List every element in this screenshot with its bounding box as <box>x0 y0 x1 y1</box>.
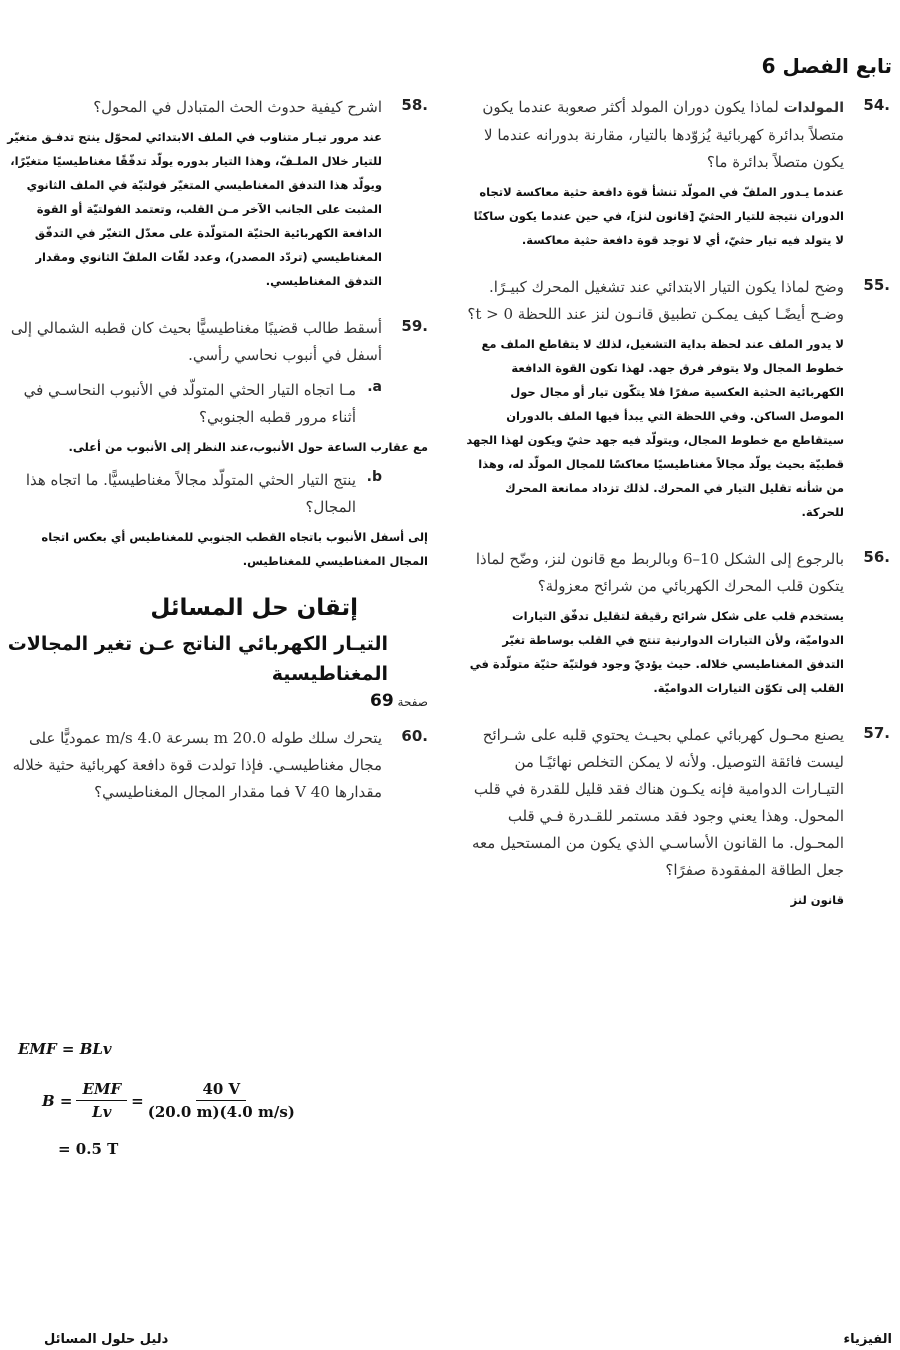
subquestion-text: مـا اتجاه التيار الحثي المتولّد في الأنبوب النحاسـي في أثناء مرور قطبه الجنوبي؟ <box>23 381 356 426</box>
answer-text: قانون لنز <box>790 893 844 907</box>
page-reference-number: 69 <box>370 691 394 711</box>
equals-sign: = <box>131 1091 144 1110</box>
equation-b-lhs: B = <box>42 1091 73 1110</box>
question-number: .56 <box>863 548 890 566</box>
equation-emf: EMF = BLv <box>18 1040 112 1058</box>
answer-text: يستخدم قلب على شكل شرائح رقيقة لتقليل تدفّق التيارات الدواميّة، ولأن التيارات الدوارنية تنتج في القلب بوساطة تغيّر التدفق المغناطيسي خلاله. حيث يؤديّ وجود فولتيّة حثيّة متولّدة في القلب إلى تكوّن التيارات الدواميّة. <box>469 609 844 695</box>
question-lead: المولدات <box>783 100 844 116</box>
left-column <box>0 94 428 828</box>
question-number: .55 <box>863 276 890 294</box>
equation-b <box>42 1080 299 1121</box>
subquestion-text: ينتج التيار الحثي المتولّد مجالاً مغناطيسيًّا. ما اتجاه هذا المجال؟ <box>25 471 356 516</box>
subquestion-label: b. <box>366 469 382 485</box>
question-56 <box>462 546 890 700</box>
answer-text: لا يدور الملف عند لحظة بداية التشغيل، لذلك لا يتقاطع الملف مع خطوط المجال ولا يتوفر فرق جهد. لهذا تكون القوة الدافعة الكهربائية الحثية العكسية صفرًا فلا يتكّون تيار أو مجال حول الموصل الساكن. وفي اللحظة التي يبدأ فيها الملف بالدوران سيتقاطع مع خطوط المجال، ويتولّد فيه جهد حثيّ ويكون لهذا الجهد قطبيّة بحيث يولّد مجالاً مغناطيسيًا معاكسًا للمجال المولّد له، وهذا من شأنه تقليل التيار في المحرك. لذلك تزداد ممانعة المحرك للحركة. <box>466 337 844 519</box>
question-57 <box>462 722 890 912</box>
question-text: يتحرك سلك طوله 20.0 m بسرعة 4.0 m/s عموديًّا على مجال مغناطيسـي. فإذا تولدت قوة دافعة كهربائية حثية خلاله مقدارها 40 V فما مقدار المجال المغناطيسي؟ <box>12 729 382 801</box>
question-text <box>462 94 844 176</box>
answer-text: إلى أسفل الأنبوب باتجاه القطب الجنوبي للمغناطيس أي بعكس اتجاه المجال المغناطيسي للمغناطيس. <box>41 530 428 568</box>
section-subtitle: التيـار الكهربائي الناتج عـن تغير المجالات المغناطيسية <box>7 633 388 685</box>
question-number: .54 <box>863 96 890 114</box>
chapter-header: تابع الفصل 6 <box>761 54 892 78</box>
answer-text: عندما يـدور الملفّ في المولّد تنشأ قوة دافعة حثية معاكسة لاتجاه الدوران نتيجة للتيار الحثيّ [قانون لنز]، في حين عندما يكون ساكنًا لا يتولد فيه تيار حثيّ، أي لا توجد قوة دافعة حثية معاكسة. <box>473 185 844 247</box>
question-58 <box>0 94 428 293</box>
right-column <box>462 94 890 934</box>
subquestion-b <box>0 467 382 521</box>
subquestion-label: a. <box>367 379 382 395</box>
question-55 <box>462 274 890 524</box>
question-54 <box>462 94 890 252</box>
answer-text: عند مرور تيـار متناوب في الملف الابتدائي لمحوّل ينتج تدفـق متغيّر للتيار خلال الملـفّ، وهذا التيار بدوره يولّد تدفّقًا مغناطيسيًا متغيّرًا، ويولّد هذا التدفق المغناطيسي المتغيّر فولتيّة في الملف الثانوي المثبت على الجانب الآخر مـن القلب، وتعتمد الفولتيّة أو القوة الدافعة الكهربائية الحثيّة المتولّدة على معدّل التغيّر في التدفّق المغناطيسي (تردّد المصدر)، وعدد لفّات الملفّ الثانوي ومقدار التدفق المغناطيسي. <box>7 130 382 288</box>
subquestion-a <box>0 377 382 431</box>
question-number: .60 <box>401 727 428 745</box>
question-59 <box>0 315 428 573</box>
fraction-numerator: 40 V <box>196 1080 246 1101</box>
page-reference-label: صفحة <box>397 695 428 709</box>
question-number: .57 <box>863 724 890 742</box>
fraction-denominator: (20.0 m)(4.0 m/s) <box>147 1103 295 1121</box>
section-title: إتقان حل المسائل <box>150 595 358 621</box>
fraction-values <box>148 1080 295 1121</box>
question-number: .59 <box>401 317 428 335</box>
footer-guide: دليل حلول المسائل <box>44 1332 169 1347</box>
fraction-numerator: EMF <box>76 1080 127 1101</box>
question-text: أسقط طالب قضيبًا مغناطيسيًّا بحيث كان قطبه الشمالي إلى أسفل في أنبوب نحاسي رأسي. <box>10 319 382 364</box>
answer-text: مع عقارب الساعة حول الأنبوب،عند النظر إلى الأنبوب من أعلى. <box>68 440 428 454</box>
fraction-denominator: Lv <box>92 1103 112 1121</box>
question-text: بالرجوع إلى الشكل 10–6 وبالربط مع قانون لنز، وضّح لماذا يتكون قلب المحرك الكهربائي من شرائح معزولة؟ <box>475 550 844 595</box>
equation-result: = 0.5 T <box>58 1140 119 1158</box>
question-60 <box>0 725 428 806</box>
question-text: اشرح كيفية حدوث الحث المتبادل في المحول؟ <box>93 98 382 116</box>
page-reference <box>0 691 428 711</box>
footer-subject: الفيزياء <box>843 1332 892 1347</box>
question-number: .58 <box>401 96 428 114</box>
question-text: يصنع محـول كهربائي عملي بحيـث يحتوي قلبه على شـرائح ليست فائقة التوصيل. ولأنه لا يمكن التخلص نهائيًـا من التيـارات الدوامية فإنه يكـون هناك فقد قليل للقدرة في قلب المحول. وهذا يعني وجود فقد مستمر للقـدرة فـي قلب المحـول. ما القانون الأساسـي الذي يكون من المستحيل معه جعل الطاقة المفقودة صفرًا؟ <box>471 726 844 879</box>
fraction-emf-lv <box>76 1080 127 1121</box>
question-body: لماذا يكون دوران المولد أكثر صعوبة عندما يكون متصلاً بدائرة كهربائية يُزوّدها بالتيار، مقارنة بدورانه عندما لا يكون متصلاً بدائرة ما؟ <box>482 98 844 171</box>
question-text: وضح لماذا يكون التيار الابتدائي عند تشغيل المحرك كبيـرًا. وضـح أيضًـا كيف يمكـن تطبيق قانـون لنز عند اللحظة t > 0؟ <box>467 278 844 323</box>
